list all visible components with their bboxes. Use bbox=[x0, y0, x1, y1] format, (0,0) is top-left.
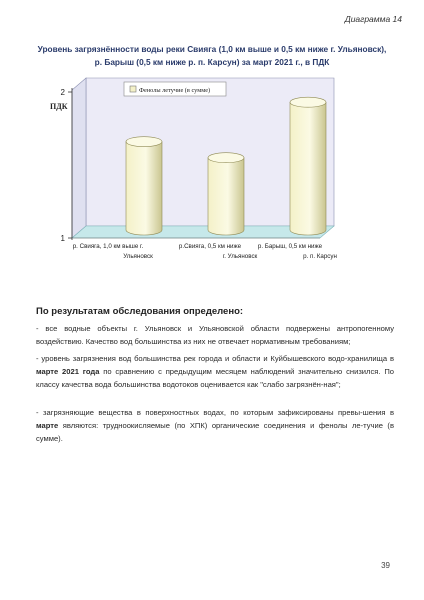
x-category-label-2-line-2: г. Ульяновск bbox=[222, 253, 258, 260]
bar-body-1 bbox=[126, 142, 162, 235]
bar-body-3 bbox=[290, 102, 326, 235]
finding-3-text-b: являются: трудноокисляемые (по ХПК) органические соединения и фенолы ле-тучие (в сумме). bbox=[36, 421, 394, 444]
legend-label: Фенолы летучие (в сумме) bbox=[139, 87, 211, 94]
x-category-label-3-line-2: р. п. Карсун bbox=[303, 253, 337, 260]
finding-2-emphasis: марте 2021 года bbox=[36, 367, 100, 377]
findings-heading: По результатам обследования определено: bbox=[36, 306, 244, 317]
x-category-label-1-line-1: р. Свияга, 1,0 км выше г. bbox=[72, 243, 144, 250]
finding-2-text-b: по сравнению с предыдущим месяцем наблюдений значительно снизился. По классу качества вода большинства водотоков оценивается как "слабо загрязнён-ная"; bbox=[36, 367, 395, 390]
legend-swatch bbox=[130, 86, 136, 92]
chart-title-line-1: Уровень загрязнённости воды реки Свияга (1,0 км выше и 0,5 км ниже г. Ульяновск), bbox=[37, 44, 387, 54]
side-wall bbox=[72, 78, 86, 238]
page-number: 39 bbox=[381, 561, 390, 570]
y-tick-label-2: 2 bbox=[60, 88, 65, 97]
bar-top-2 bbox=[208, 153, 244, 163]
bar-body-2 bbox=[208, 158, 244, 235]
finding-2-text-a: - уровень загрязнения вод большинства рек города и области и Куйбышевского водо-хранилища в bbox=[36, 354, 394, 363]
chart-title-line-2: р. Барыш (0,5 км ниже р. п. Карсун) за март 2021 г., в ПДК bbox=[94, 56, 330, 67]
bar-top-3 bbox=[290, 97, 326, 107]
finding-paragraph-3 bbox=[36, 406, 394, 445]
y-tick-label-1: 1 bbox=[60, 234, 65, 243]
diagram-number: Диаграмма 14 bbox=[344, 14, 402, 24]
finding-paragraph-1: - все водные объекты г. Ульяновск и Ульяновской области подвержены антропогенному воздействию. Качество вод большинства из них не отвечает нормативным требованиям; bbox=[36, 324, 394, 347]
finding-paragraph-2 bbox=[36, 352, 394, 391]
finding-3-text-a: - загрязняющие вещества в поверхностных водах, по которым зафиксированы превы-шения в bbox=[36, 408, 394, 417]
finding-3-emphasis: марте bbox=[36, 421, 59, 431]
x-category-label-3-line-1: р. Барыш, 0,5 км ниже bbox=[257, 243, 323, 250]
y-axis-label: ПДК bbox=[50, 102, 68, 111]
bar-top-1 bbox=[126, 137, 162, 147]
x-category-label-2-line-1: р.Свияга, 0,5 км ниже bbox=[178, 243, 242, 250]
x-category-label-1-line-2: Ульяновск bbox=[123, 253, 153, 260]
